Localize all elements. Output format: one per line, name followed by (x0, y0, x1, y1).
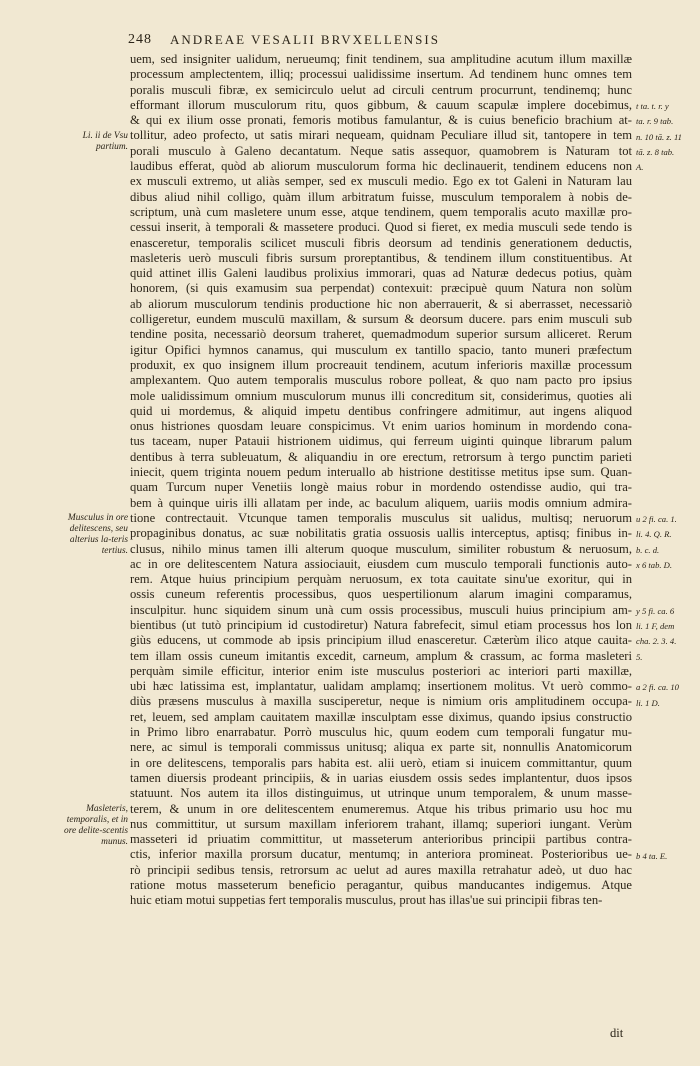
text-line: bem à quinque uiris illi allatam per inde, ac baculum aliquem, uariis modis omnium admira- (130, 495, 632, 510)
text-line: amplexantem. Quo autem temporalis musculus robore polleat, & quo nam pacto pro ipsius (130, 373, 632, 388)
text-line: & qui ex ilium osse pronati, femoris motibus famulantur, & is cuius beneficio brachium at- (130, 113, 632, 128)
text-line: ex musculi extremo, ut aliàs semper, sed ex musculi medio. Ego ex tot Galeni in Naturam lau (130, 174, 632, 189)
text-line: ret, leuem, sed amplam cauitatem maxillæ insculptam esse diximus, quando ipsius constructio (130, 709, 632, 724)
text-line: scriptum, unà cum masletere unum esse, atque tendinem, quem temporalis acuto maxillæ pro- (130, 204, 632, 219)
text-line: huic etiam motui suppetias fert temporalis musculus, prout has illas'ue sui principii fibras ten- (130, 893, 603, 908)
text-line: poralis musculi fibræ, ex semicirculo uelut ad circuli centrum procurrunt, tendinemq; hunc (130, 82, 632, 97)
text-line: ac in ore delitescentem Natura assiociauit, eiusdem cum musculo temporali functionis auto- (130, 556, 632, 571)
text-line: quid ui mordemus, & aliquid impetu dentibus confringere admitimur, aut ingens aliquod (130, 403, 632, 418)
text-line: efformant illorum musculorum ritu, quos gibbum, & cauum scapulæ implere docebimus, (130, 97, 632, 112)
margin-note-right: b. c. d. (636, 544, 660, 555)
text-line: igitur Opifici hymnos canamus, qui musculum ex tantillo spacio, tanto muneri præfectum (130, 342, 632, 357)
text-line: tione contrectauit. Vtcunque tamen temporalis musculus sit ualidus, multisq; neruorum (130, 510, 632, 525)
running-head: ANDREAE VESALII BRVXELLENSIS (170, 32, 440, 47)
margin-note-right: li. 1 D. (636, 697, 660, 708)
text-line: clusus, nihilo minus tamen illi alterum quoque musculum, similiter robustum & neruosum, (130, 541, 632, 556)
text-line: bientibus (ut tutò principium id custodiretur) Natura fabrefecit, simul etiam processus hos lon (130, 617, 632, 632)
margin-note-right: x 6 tab. D. (636, 559, 673, 570)
text-line: onus histriones quosdam leuare conspicimus. Vt enim uarios hominum in mordendo cona- (130, 419, 632, 434)
text-line: rem. Atque huius principium perquàm neruosum, ex tota cauitate sinu'ue exoritur, qui in (130, 572, 632, 587)
margin-note-right: cha. 2. 3. 4. (636, 636, 677, 647)
text-line: produxit, ex quo insignem illum procreauit tendinem, acutum inferioris maxillæ processum (130, 357, 632, 372)
text-line: rò principii sedibus tensis, retrorsum ac uelut ad aures maxilla retrahatur adeò, ut duo hac (130, 862, 632, 877)
text-line: uem, sed insigniter ualidum, neruеumq; finit tendinem, sua amplitudine acutum illum maxillæ (130, 52, 632, 66)
margin-note-right: li. 1 F, dem (636, 621, 675, 632)
text-line: in Primo libro enarrabatur. Porrò musculus hic, quum eodem cum temporali fungatur mu- (130, 725, 632, 740)
margin-note-right: li. 4. Q. R. (636, 529, 672, 540)
margin-note-right: u 2 fi. ca. 1. (636, 514, 677, 524)
text-line: tendine posita, necessariò deorsum traheret, quemadmodum superior sursum alliceret. Rerum (130, 327, 632, 342)
text-line: porali musculo à Galeno decantatum. Neque satis assequor, quamobrem is Naturam tot (130, 143, 632, 158)
text-line: masseteri id priuatim committitur, ut masseterum anterioribus principii partibus contra- (130, 832, 632, 847)
margin-note-right: t ta. t. r. y (636, 100, 669, 111)
text-line: tollitur, adeo profecto, ut satis mirari nequeam, quidnam Peculiare illud sit, tantopere in tem (130, 128, 632, 143)
margin-note-right: 5. (636, 651, 643, 662)
margin-note-right: n. 10 tā. z. 11 (636, 131, 682, 142)
text-line: mole ualidissimum omnium musculorum munus illi concreditum sit, considerimus, quoties ali (130, 388, 632, 403)
text-line: iniecit, quem triginta nouem pedum interuallo ab histrione destitisse metitus ipse sum. Quan- (130, 465, 632, 480)
margin-note-left: Musculus in ore delitescens, seu alterius la-teris tertius. (67, 513, 128, 556)
margin-note-right: ta. r. 9 tab. (636, 116, 674, 127)
text-line: ratione motus masseterum beneficio peragantur, quibus manducantes indigemus. Atque (130, 878, 632, 893)
text-line: masleteris uerò musculi fibris sursum proreptantibus, & tendinem illum constituentibus. At (130, 250, 632, 265)
text-line: laudibus efferat, quòd ab aliorum musculorum forma hic declinauerit, tendinem educens non (130, 159, 632, 174)
margin-note-right: tā. z. 8 tab. (636, 146, 675, 157)
text-line: ab aliorum musculorum tendinis productione hic non aberrauerit, & si aberrasset, necessariò (130, 296, 632, 311)
text-line: perquàm simile efficitur, interior enim iste musculus posteriori ac interiori parti maxillæ, (130, 663, 632, 678)
margin-note-left: Masleteris, temporalis, et in ore delite-scentis munus. (64, 803, 128, 847)
text-line: tus taceam, nuper Patauii histrionem uidimus, qui ferreum uiginti quinque librarum palum (130, 434, 632, 449)
margin-note-left: Li. ii de Vsu partium. (82, 130, 128, 152)
page-number: 248 (128, 32, 152, 47)
text-line: dibus aliud nihil colligo, quàm illum arbitratum fuisse, musculum temporalem à nobis de- (130, 189, 632, 204)
margin-note-right: b 4 ta. E. (636, 850, 668, 861)
text-line: terem, & unum in ore delitescentem enumeremus. Atque his tribus primario usu hoc mu (130, 801, 632, 816)
text-line: statuunt. Nos autem ita illos distinguimus, ut utrinque unum temporalem, & unum masse- (130, 786, 632, 801)
text-line: insculpitur. hunc siquidem sinum unà cum ossis processibus, musculi huius principium am- (130, 602, 632, 617)
text-line: ctis, inferior maxilla prorsum ducatur, mentumq; in anteriora promineat. Posterioribus ue- (130, 847, 632, 862)
text-line: ossis cuneum referentis processibus, quos uespertilionum alarum imagini comparamus, (130, 587, 632, 602)
text-line: quam Turcum nuper Venetiis longè maius robur in mordendo ostendisse audio, qui tra- (130, 480, 632, 495)
text-line: nere, ac simul is temporali commissus unitusq; aliqua ex parte sit, nonnullis Anatomicorum (130, 740, 632, 755)
catchword: dit (610, 1026, 624, 1040)
text-line: enasceretur, temporalis scilicet musculi fibris deorsum ad tendinis generationem deductis, (130, 235, 632, 250)
margin-note-right: A. (636, 162, 644, 173)
margin-note-right: a 2 fi. ca. 10 (636, 682, 679, 693)
text-line: tem illam ossis cuneum imitantis excedit, carneum, amplum & crassum, ac forma masleteri (130, 648, 632, 663)
text-line: honorem, (si quis examusim sua perpendat) contexuit: præcipuè quum Natura non solùm (130, 281, 632, 296)
text-line: tamen diuersis prodeant principiis, & in uarias eiusdem ossis sedes implantentur, duos ipsos (130, 770, 632, 785)
text-line: propaginibus donatus, ac suæ nobilitatis gratia ossuosis uallis interceptus, aptisq; finibus in- (130, 526, 632, 541)
main-text-block (130, 52, 632, 909)
text-line: colligeretur, eundem musculū maxillam, & sursum & deorsum ducere. pars enim musculi sub (130, 312, 632, 327)
text-line: nus committitur, ut sursum maxillam inferiorem trahant, illamq; superiori iungant. Verùm (130, 816, 632, 831)
text-line: in ore delitescens, temporalis pars habita est. alii uerò, etiam si inuicem committantur, quum (130, 755, 632, 770)
text-line: ubi hæc latissima est, implantatur, ualidam amplamq; insertionem molitus. Vt uerò commo- (130, 679, 632, 694)
page-header (128, 30, 548, 50)
margin-note-right: y 5 fi. ca. 6 (636, 605, 675, 616)
text-line: quid attinet illis Galeni laudibus prolixius immorari, quas ad Naturæ dedecus potius, quàm (130, 266, 632, 281)
text-line: giùs educens, ut commode ab ipsis principium illud enasceretur. Cæterùm ilico atque cauita- (130, 633, 632, 648)
text-line: processum amplectentem, illiq; processui ualidissime insertum. Ad tendinem hunc omnes tem (130, 67, 632, 82)
text-line: dentibus à terra subleuatum, & aliquandiu in ore erectum, retrorsum à tergo punctim parieti (130, 449, 632, 464)
text-line: cessui inserit, à temporali & massetere produci. Quod si fieret, ex media musculi sede tendo is (130, 220, 632, 235)
text-line: diùs præsens musculus à maxilla susciperetur, neque is nimium oris amplitudinem occupa- (130, 694, 632, 709)
